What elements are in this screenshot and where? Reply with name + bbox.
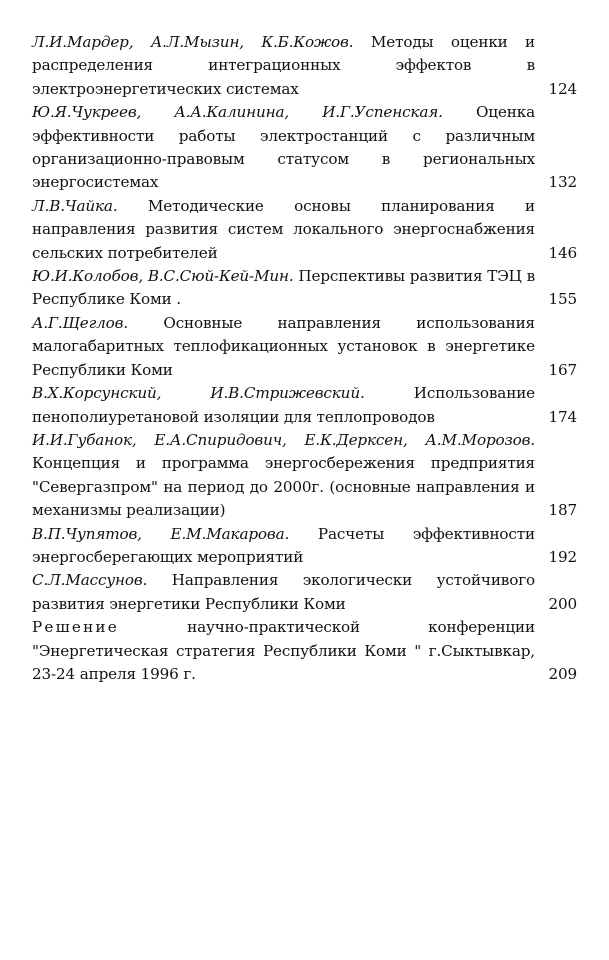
entry-authors: А.Г.Щеглов. [32, 313, 129, 332]
entry-authors: И.И.Губанок, Е.А.Спиридович, Е.К.Дерксен, А.М.Морозов. [32, 430, 535, 449]
toc-entry-text [32, 31, 535, 101]
toc-entry-text [32, 382, 535, 429]
entry-authors: Ю.И.Колобов, В.С.Сюй-Кей-Мин. [32, 267, 294, 286]
toc-entry-text [32, 312, 535, 382]
entry-page-number: 209 [548, 664, 577, 683]
toc-entry [32, 429, 577, 523]
toc-entry-text [32, 195, 535, 265]
toc-entry [32, 195, 577, 265]
entry-authors: В.Х.Корсунский, И.В.Стрижевский. [32, 384, 365, 403]
entry-title: Методы оценки и распределения интеграционных эффектов в электроэнергетических системах [32, 33, 536, 98]
toc-entry [32, 382, 577, 429]
toc-entry-text [32, 429, 535, 523]
toc-entry-text [32, 523, 535, 570]
entry-page-number: 146 [548, 243, 577, 262]
entry-page-number: 187 [548, 501, 577, 520]
toc-entry-text [32, 265, 535, 312]
entry-page-number: 167 [548, 360, 577, 379]
toc-entry-text [32, 616, 535, 686]
toc-entry-text [32, 101, 535, 195]
entry-lead-word: Решение [32, 618, 119, 637]
entry-authors: Ю.Я.Чукреев, А.А.Калинина, И.Г.Успенская. [32, 103, 443, 122]
toc-entry [32, 265, 577, 312]
entry-page-number: 174 [548, 407, 577, 426]
entry-title: Концепция и программа энергосбережения предприятия "Севергазпром" на период до 2000г. (основные направления и механизмы реализации) [32, 454, 535, 520]
toc-entry [32, 523, 577, 570]
entry-authors: Л.И.Мардер, А.Л.Мызин, К.Б.Кожов. [32, 33, 354, 51]
entry-authors: Л.В.Чайка. [32, 196, 118, 215]
entry-title: научно-практической конференции "Энергетическая стратегия Республики Коми " г.Сыктывкар, 23-24 апреля 1996 г. [32, 618, 535, 683]
entry-page-number: 155 [548, 290, 577, 309]
entry-title: Методические основы планирования и направления развития систем локального энергоснабжения сельских потребителей [32, 196, 535, 262]
toc-entry [32, 312, 577, 382]
table-of-contents [32, 31, 577, 686]
entry-title: Оценка эффективности работы электростанций с различным организационно-правовым статусом в региональных энергосистемах [32, 103, 535, 192]
entry-title: Расчеты эффективности энергосберегающих мероприятий [32, 524, 535, 566]
toc-entry [32, 31, 577, 101]
toc-entry [32, 101, 577, 195]
entry-title: Перспективы развития ТЭЦ в Республике Коми . [32, 267, 535, 309]
entry-title: Использование пенополиуретановой изоляции для теплопроводов [32, 384, 535, 426]
toc-entry-text [32, 569, 535, 616]
entry-page-number: 124 [548, 79, 577, 98]
toc-entry [32, 569, 577, 616]
entry-page-number: 200 [548, 594, 577, 613]
entry-authors: В.П.Чупятов, Е.М.Макарова. [32, 524, 290, 543]
entry-title: Основные направления использования малогабаритных теплофикационных установок в энергетике Республики Коми [32, 313, 535, 379]
entry-page-number: 132 [548, 173, 577, 192]
toc-entry [32, 616, 577, 686]
entry-page-number: 192 [548, 547, 577, 566]
entry-authors: С.Л.Массунов. [32, 571, 148, 590]
entry-title: Направления экологически устойчивого развития энергетики Республики Коми [32, 571, 535, 613]
